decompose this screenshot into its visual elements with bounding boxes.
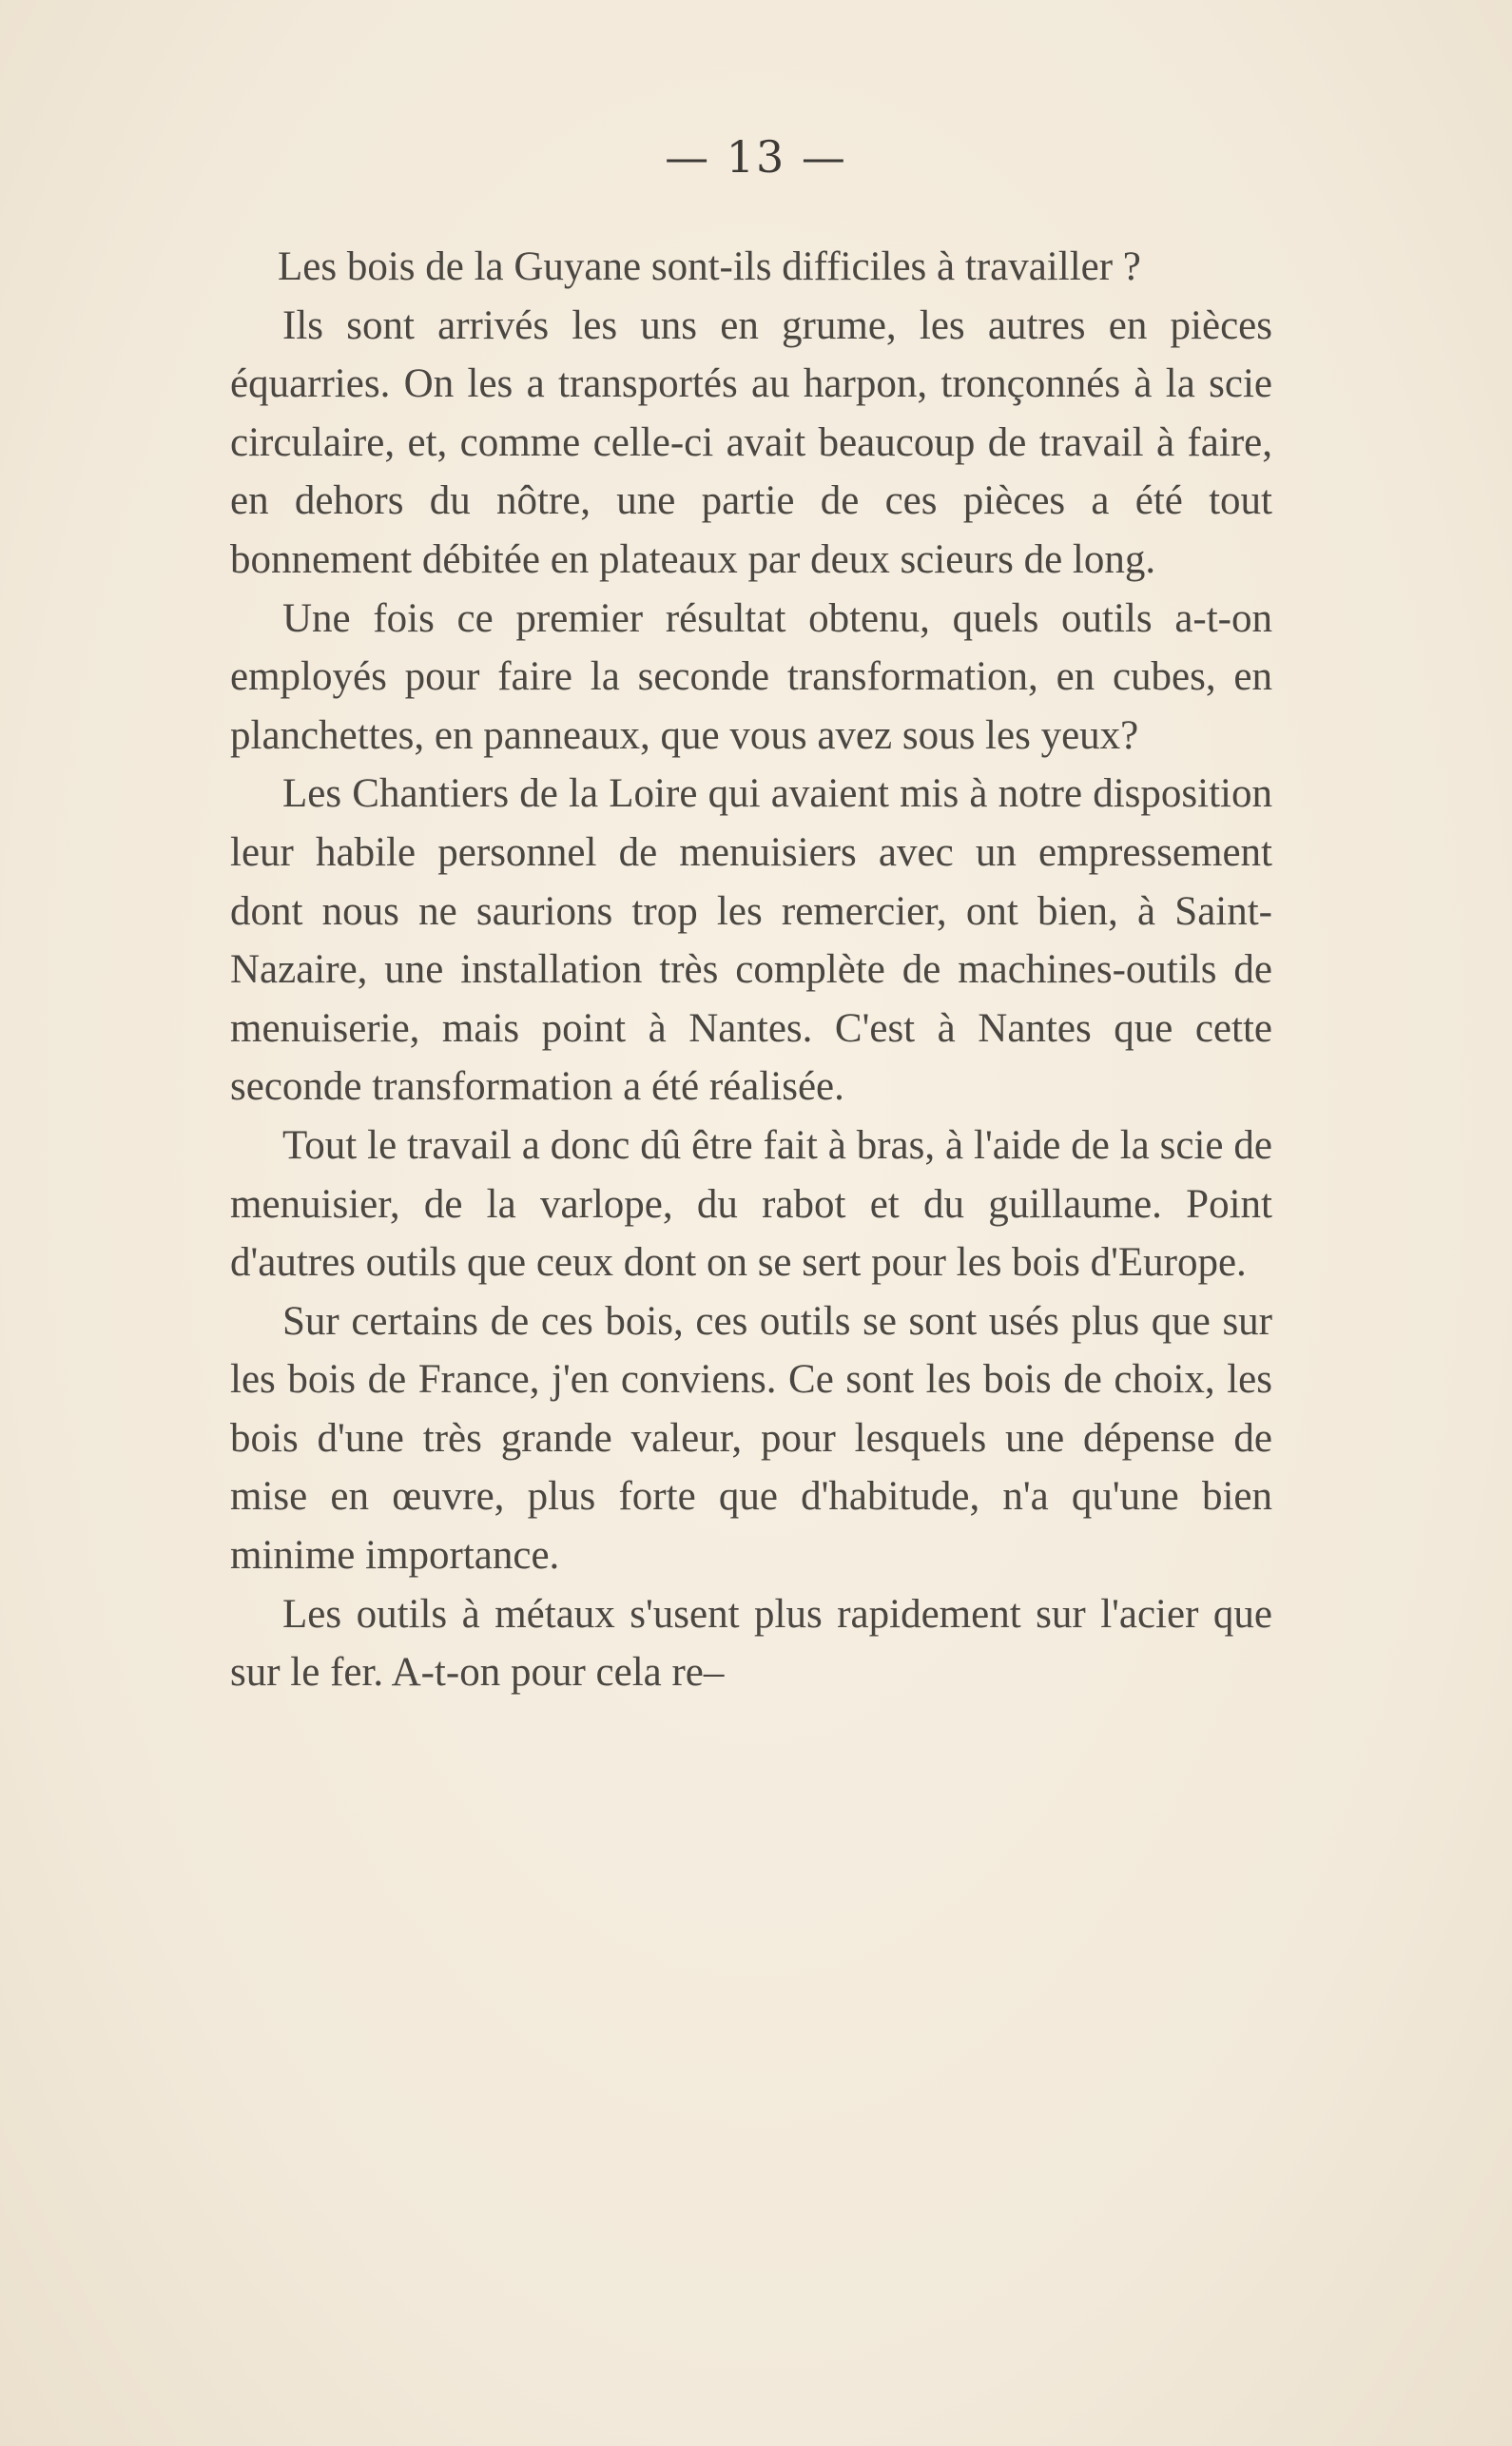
paragraph-2: Ils sont arrivés les uns en grume, les autres en pièces équarries. On les a transportés au harpon, tronçonnés à la scie circulaire, et, comme celle-ci avait beaucoup de travail à faire, en dehors du nôtre, une partie de ces pièces a été tout bonnement débitée en plateaux par deux scieurs de long. [230, 302, 1272, 582]
paragraph-4: Les Chantiers de la Loire qui avaient mis à notre disposition leur habile personnel de menuisiers avec un empressement dont nous ne saurions trop les remercier, ont bien, à Saint-Nazaire, une installation très complète de machines-outils de menuiserie, mais point à Nantes. C'est à Nantes que cette seconde transformation a été réalisée. [230, 771, 1272, 1110]
body-text [230, 238, 1272, 1702]
page-number: — 13 — [665, 131, 847, 183]
paragraph-6: Sur certains de ces bois, ces outils se sont usés plus que sur les bois de France, j'en conviens. Ce sont les bois de choix, les bois d'une très grande valeur, pour lesquels une dépense de mise en œuvre, plus forte que d'habitude, n'a qu'une bien minime importance. [230, 1298, 1272, 1579]
paragraph-5: Tout le travail a donc dû être fait à bras, à l'aide de la scie de menuisier, de la varlope, du rabot et du guillaume. Point d'autres outils que ceux dont on se sert pour les bois d'Europe. [230, 1122, 1272, 1286]
paragraph-1: Les bois de la Guyane sont-ils difficiles à travailler ? [278, 244, 1141, 289]
paragraph-7: Les outils à métaux s'usent plus rapidement sur l'acier que sur le fer. A-t-on pour cela re– [230, 1591, 1272, 1696]
paragraph-3: Une fois ce premier résultat obtenu, quels outils a-t-on employés pour faire la seconde transformation, en cubes, en planchettes, en panneaux, que vous avez sous les yeux? [230, 595, 1272, 758]
